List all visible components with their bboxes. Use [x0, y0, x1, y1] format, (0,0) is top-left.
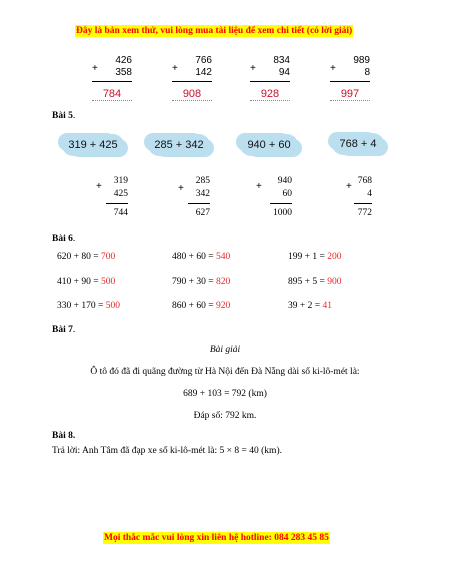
top-sum-1	[92, 55, 132, 101]
bai5-sum-3	[256, 175, 292, 220]
addend: 142	[195, 67, 212, 78]
answer: 200	[327, 252, 342, 262]
cloud-expression-4: 768 + 4	[332, 133, 384, 155]
bai5-heading	[52, 111, 75, 121]
expression: 860 + 60 =	[172, 301, 216, 311]
header-banner: Đây là bản xem thử, vui lòng mua tài liệu để xem chi tiết (có lời giải)	[76, 26, 353, 36]
expression: 790 + 30 =	[172, 277, 216, 287]
cloud-expression-1: 319 + 425	[62, 134, 124, 156]
addend: 940	[277, 176, 292, 186]
handwritten-result: 908	[172, 88, 212, 101]
bai6-title: Bài 6	[52, 234, 73, 244]
equation	[288, 252, 341, 262]
equation	[172, 277, 230, 287]
plus-sign: +	[96, 181, 102, 192]
answer: 920	[215, 301, 231, 311]
cloud-expression-2: 285 + 342	[148, 134, 210, 156]
equation	[172, 252, 230, 262]
sum-result: 772	[357, 208, 372, 218]
footer-banner: Mọi thắc mắc vui lòng xin liên hệ hotline: 084 283 45 85	[104, 533, 329, 543]
sum-result: 1000	[273, 208, 292, 218]
plus-sign: +	[330, 63, 336, 74]
bai5-sum-1	[96, 175, 128, 220]
bai5-sum-2	[178, 175, 210, 220]
equation	[288, 301, 332, 311]
addend: 8	[364, 67, 370, 78]
answer: 820	[215, 277, 231, 287]
bai6-heading	[52, 234, 75, 244]
period: .	[72, 234, 76, 244]
solution-calculation: 689 + 103 = 792 (km)	[183, 389, 267, 399]
answer: 700	[100, 252, 116, 262]
plus-sign: +	[256, 181, 262, 192]
equation	[57, 301, 120, 311]
handwritten-result: 928	[250, 88, 290, 101]
addend: 285	[195, 176, 210, 186]
bai7-heading	[52, 325, 75, 335]
cloud-expression-3: 940 + 60	[240, 134, 298, 156]
expression: 410 + 90 =	[57, 277, 101, 287]
addend: 342	[195, 189, 210, 199]
bai8-heading: Bài 8.	[52, 431, 76, 441]
equation	[57, 277, 115, 287]
plus-sign: +	[92, 63, 98, 74]
sum-result: 744	[113, 208, 128, 218]
solution-subtitle: Bài giải	[209, 345, 241, 355]
handwritten-result: 784	[92, 88, 132, 101]
top-sum-3	[250, 55, 290, 101]
addend: 834	[273, 55, 290, 66]
plus-sign: +	[172, 63, 178, 74]
plus-sign: +	[346, 181, 352, 192]
answer: 900	[327, 277, 342, 287]
expression: 330 + 170 =	[57, 301, 106, 311]
addend: 989	[353, 55, 370, 66]
addend: 426	[115, 55, 132, 66]
expression: 199 + 1 =	[288, 252, 328, 262]
addend: 768	[357, 176, 372, 186]
plus-sign: +	[250, 63, 256, 74]
expression: 620 + 80 =	[57, 252, 101, 262]
answer: 41	[322, 301, 332, 311]
expression: 895 + 5 =	[288, 277, 328, 287]
period: .	[72, 111, 76, 121]
bai8-answer: Trả lời: Anh Tâm đã đạp xe số ki-lô-mét là: 5 × 8 = 40 (km).	[52, 446, 282, 456]
addend: 766	[195, 55, 212, 66]
expression: 39 + 2 =	[288, 301, 323, 311]
addend: 319	[113, 176, 128, 186]
bai5-sum-4	[346, 175, 372, 220]
answer: 540	[215, 252, 231, 262]
addend: 4	[367, 189, 372, 199]
answer: 500	[100, 277, 116, 287]
equation	[57, 252, 115, 262]
addend: 94	[278, 67, 290, 78]
addend: 60	[282, 189, 292, 199]
expression: 480 + 60 =	[172, 252, 216, 262]
plus-sign: +	[178, 183, 184, 194]
equation	[288, 277, 341, 287]
solution-answer: Đáp số: 792 km.	[193, 411, 257, 421]
handwritten-result: 997	[330, 88, 370, 101]
top-sum-2	[172, 55, 212, 101]
bai7-title: Bài 7	[52, 325, 73, 335]
bai5-title: Bài 5	[52, 111, 73, 121]
equation	[172, 301, 230, 311]
addend: 358	[115, 67, 132, 78]
solution-line: Ô tô đó đã đi quãng đường từ Hà Nội đến Đà Nẵng dài số ki-lô-mét là:	[90, 367, 360, 377]
period: .	[72, 325, 76, 335]
top-sum-4	[330, 55, 370, 101]
addend: 425	[113, 189, 128, 199]
answer: 500	[105, 301, 120, 311]
sum-result: 627	[195, 208, 210, 218]
